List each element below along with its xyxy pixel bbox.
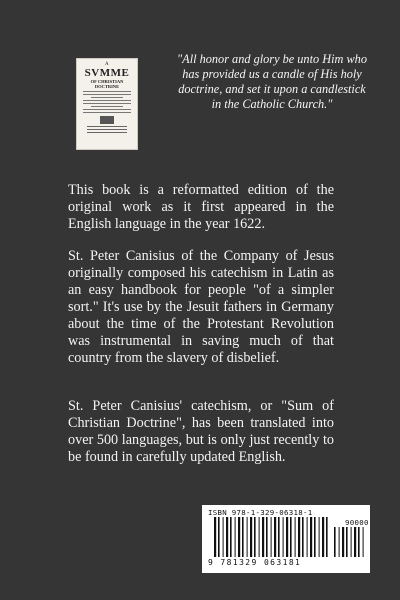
cover-line: A — [104, 62, 110, 67]
barcode-digits: 9 781329 063181 — [208, 558, 302, 567]
cover-subtitle-1: OF CHRISTIAN — [90, 79, 124, 84]
paragraph-origin: St. Peter Canisius of the Company of Jesus originally composed his catechism in Latin as an easy handbook for people "of a simpler sort." It's use by the Jesuit fathers in Germany about the time of the Protestant Revolution was instrumental in saving much of that country from the slavery of disbelief. — [68, 248, 334, 366]
addon-barcode-bars-icon — [334, 527, 364, 557]
cover-title: SVMME — [84, 67, 130, 79]
paragraph-translation: St. Peter Canisius' catechism, or "Sum of Christian Doctrine", has been translated into over 500 languages, but is only just recently to be found in carefully updated English. — [68, 398, 334, 465]
barcode-bars-icon — [214, 517, 330, 557]
epigraph-quote: "All honor and glory be unto Him who has provided us a candle of His holy doctrine, and set it upon a candlestick in the Catholic Church." — [177, 52, 367, 111]
cover-text-lines — [81, 91, 133, 113]
printer-mark-icon — [100, 116, 114, 124]
book-cover-thumbnail — [76, 58, 138, 150]
price-code: 90000 — [345, 518, 369, 527]
isbn-number: ISBN 978-1-329-06318-1 — [208, 508, 313, 517]
cover-subtitle-2: DOCTRINE — [94, 84, 120, 89]
paragraph-edition: This book is a reformatted edition of the original work as it first appeared in the English language in the year 1622. — [68, 182, 334, 232]
isbn-barcode — [202, 505, 370, 573]
cover-imprint-lines — [81, 126, 133, 133]
